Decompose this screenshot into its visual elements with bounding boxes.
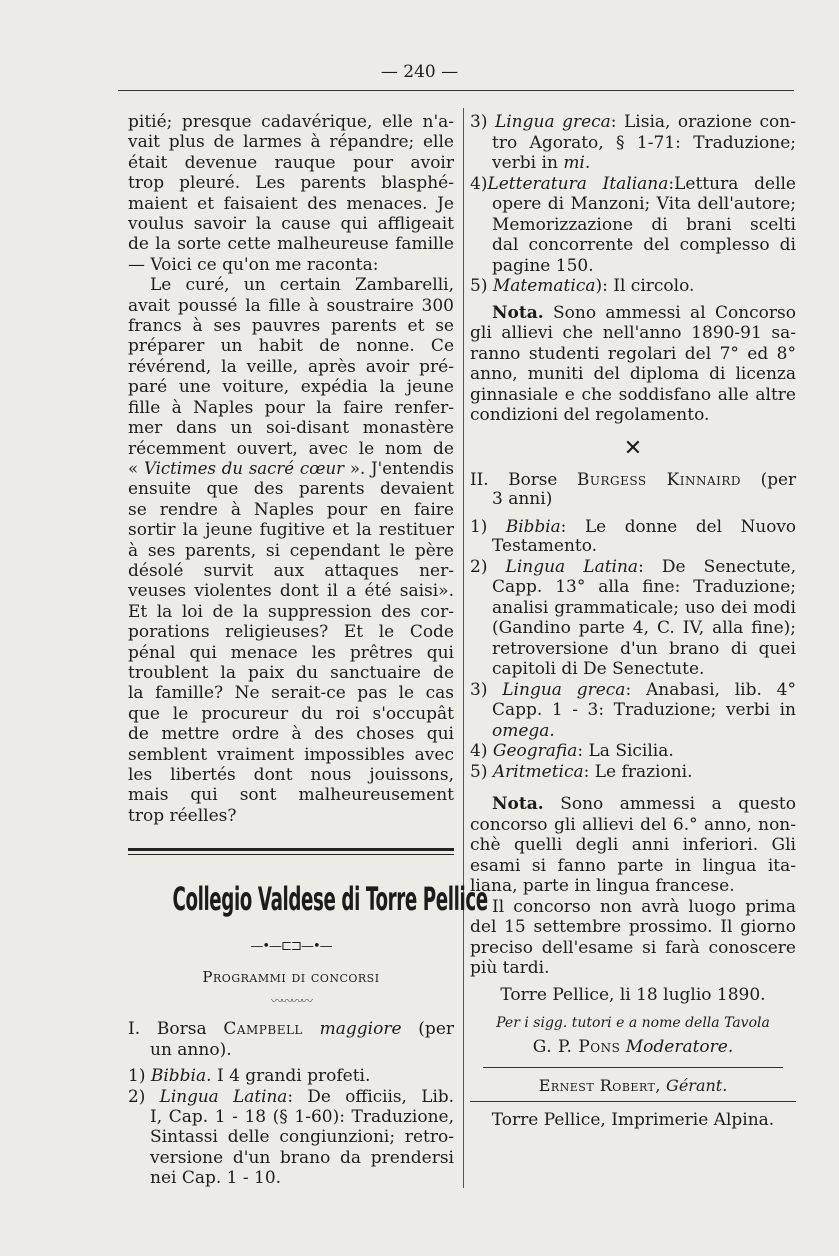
nota-2-text bbox=[470, 815, 796, 897]
text-line: retroversione d'un brano di quei bbox=[492, 638, 796, 659]
ornament-divider: —•—⊏⊐—•— bbox=[250, 939, 332, 955]
borsa-1-item-5: 5) Matematica): Il circolo. bbox=[470, 276, 695, 296]
text-line: à ses parents, si cependant le père bbox=[128, 540, 454, 561]
text-line: révérend, la veille, après avoir pré- bbox=[128, 356, 454, 377]
text-line: Et la loi de la suppression des cor- bbox=[128, 601, 454, 622]
text-line: Memorizzazione di brani scelti bbox=[492, 214, 796, 235]
text-line: la famille? Ne serait-ce pas le cas bbox=[128, 683, 454, 704]
closing-rule bbox=[483, 1067, 783, 1068]
page-number: — 240 — bbox=[380, 62, 459, 82]
signer: G. P. Pons Moderatore. bbox=[532, 1037, 734, 1057]
imprint-rule bbox=[470, 1101, 796, 1102]
cross-separator: ✕ bbox=[623, 435, 643, 461]
text-line: veuses violentes dont il a été saisi». bbox=[128, 581, 454, 602]
section-divider-thick bbox=[128, 848, 454, 851]
borsa-2-item-4: 4) Geografia: La Sicilia. bbox=[470, 741, 674, 761]
text-line: gli allievi che nell'anno 1890-91 sa- bbox=[470, 323, 796, 343]
text-line: Testamento. bbox=[492, 536, 598, 556]
text-line: paré une voiture, expédia la jeune bbox=[128, 377, 454, 398]
text-line: préparer un habit de nonne. Ce bbox=[128, 336, 454, 357]
borsa-2-item-1-text bbox=[470, 536, 796, 557]
text-line: avait poussé la fille à soustraire 300 bbox=[128, 295, 454, 316]
text-line: maient et faisaient des menaces. Je bbox=[128, 193, 454, 214]
text-line: opere di Manzoni; Vita dell'autore; bbox=[492, 194, 796, 214]
column-divider bbox=[463, 108, 464, 1188]
article-paragraph-2 bbox=[128, 275, 454, 459]
borsa-2-heading: II. Borse Burgess Kinnaird (per bbox=[470, 468, 796, 489]
borsa-2-item-2: 2) Lingua Latina: De Senectute, bbox=[470, 556, 796, 577]
borsa-1-item-4: 4)Letteratura Italiana:Lettura delle bbox=[470, 173, 796, 194]
text-line: più tardi. bbox=[470, 958, 550, 978]
text-line: (Gandino parte 4, C. IV, alla fine); bbox=[492, 618, 796, 638]
text-line: semblent vraiment impossibles avec bbox=[128, 744, 454, 765]
text-line: capitoli di De Senectute. bbox=[492, 659, 705, 679]
borsa-1-item-1: 1) Bibbia. I 4 grandi profeti. bbox=[128, 1066, 371, 1087]
text-line: trop réelles? bbox=[128, 805, 237, 826]
text-line: mer dans un soi-disant monastère bbox=[128, 418, 454, 439]
text-line: analisi grammaticale; uso dei modi bbox=[492, 597, 796, 618]
imprint-line: Torre Pellice, Imprimerie Alpina. bbox=[491, 1110, 775, 1130]
text-line: voulus savoir la cause qui affligeait bbox=[128, 214, 454, 235]
masthead-title: Collegio Valdese di Torre Pellice bbox=[172, 880, 488, 919]
section-divider-thin bbox=[128, 854, 454, 855]
section-subheading: Programmi di concorsi bbox=[202, 968, 380, 987]
borsa-1-heading-cont: un anno). bbox=[150, 1039, 232, 1060]
borsa-2-item-5: 5) Aritmetica: Le frazioni. bbox=[470, 761, 693, 782]
text-line: ginnasiale e che soddisfano alle altre bbox=[470, 384, 796, 405]
text-line: versione d'un brano da prendersi bbox=[150, 1147, 454, 1168]
text-line: pitié; presque cadavérique, elle n'a- bbox=[128, 112, 454, 132]
borsa-1-item-4-text bbox=[470, 194, 796, 276]
borsa-2-item-3-text bbox=[470, 700, 796, 721]
text-line: concorso gli allievi del 6.° anno, non- bbox=[470, 814, 796, 835]
borsa-1-item-2-text bbox=[128, 1107, 454, 1189]
text-line: de mettre ordre à des choses qui bbox=[128, 724, 454, 745]
borsa-1-item-3-last: verbi in mi. bbox=[492, 153, 591, 173]
signoff-line: Per i sigg. tutori e a nome della Tavola bbox=[496, 1015, 770, 1031]
text-line: troublent la paix du sanctuaire de bbox=[128, 662, 454, 683]
concorso-paragraph bbox=[470, 897, 796, 979]
article-paragraph-2-rest bbox=[128, 479, 454, 826]
gerant-line: Ernest Robert, Gérant. bbox=[538, 1076, 728, 1095]
borsa-1-heading: I. Borsa Campbell maggiore (per bbox=[128, 1019, 454, 1040]
text-line: Il concorso non avrà luogo prima bbox=[492, 896, 796, 917]
borsa-2-item-3-last: omega. bbox=[492, 720, 555, 741]
text-line: pénal qui menace les prêtres qui bbox=[128, 642, 454, 663]
text-line: — Voici ce qu'on me raconta: bbox=[128, 254, 379, 275]
borsa-2-item-3: 3) Lingua greca: Anabasi, lib. 4° bbox=[470, 679, 796, 700]
text-line: se rendre à Naples pour en faire bbox=[128, 499, 454, 520]
borsa-1-item-3-text bbox=[470, 133, 796, 154]
text-line: récemment ouvert, avec le nom de bbox=[128, 438, 454, 459]
text-line: Capp. 13° alla fine: Traduzione; bbox=[492, 577, 796, 597]
nota-2: Nota. Sono ammessi a questo bbox=[492, 794, 796, 814]
right-column bbox=[470, 112, 796, 1130]
wave-ornament: 〰〰〰〰 bbox=[270, 994, 311, 1009]
borsa-2-item-1: 1) Bibbia: Le donne del Nuovo bbox=[470, 515, 796, 536]
left-column bbox=[128, 112, 488, 1189]
text-line: ranno studenti regolari del 7° ed 8° bbox=[470, 343, 796, 364]
article-line-victimes: « Victimes du sacré cœur ». J'entendis bbox=[128, 458, 455, 478]
text-line: désolé survit aux attaques ner- bbox=[128, 560, 454, 581]
text-line: Le curé, un certain Zambarelli, bbox=[150, 275, 454, 296]
borsa-1-item-2: 2) Lingua Latina: De officiis, Lib. bbox=[128, 1086, 454, 1107]
text-line: vait plus de larmes à répandre; elle bbox=[128, 132, 454, 153]
text-line: Sintassi delle congiunzioni; retro- bbox=[150, 1127, 454, 1148]
article-paragraph-1 bbox=[128, 112, 454, 275]
text-line: Capp. 1 - 3: Traduzione; verbi in bbox=[492, 700, 796, 720]
text-line: que le procureur du roi s'occupât bbox=[128, 703, 454, 724]
text-line: francs à ses pauvres parents et se bbox=[128, 316, 454, 337]
text-line: del 15 settembre prossimo. Il giorno bbox=[470, 917, 796, 937]
text-line: liana, parte in lingua francese. bbox=[470, 876, 735, 896]
place-date: Torre Pellice, li 18 luglio 1890. bbox=[500, 984, 766, 1005]
text-line: tro Agorato, § 1-71: Traduzione; bbox=[492, 132, 796, 153]
text-line: preciso dell'esame si farà conoscere bbox=[470, 937, 796, 958]
text-line: pagine 150. bbox=[492, 255, 594, 276]
text-line: condizioni del regolamento. bbox=[470, 405, 710, 425]
borsa-2-heading-cont: 3 anni) bbox=[492, 489, 553, 509]
text-line: de la sorte cette malheureuse famille bbox=[128, 234, 454, 255]
text-line: nei Cap. 1 - 10. bbox=[150, 1168, 282, 1189]
text-line: anno, muniti del diploma di licenza bbox=[470, 364, 796, 384]
text-line: chè quelli degli anni inferiori. Gli bbox=[470, 835, 796, 855]
header-rule bbox=[118, 90, 794, 91]
text-line: porations religieuses? Et le Code bbox=[128, 622, 454, 643]
text-line: ensuite que des parents devaient bbox=[128, 479, 454, 500]
text-line: dal concorrente del complesso di bbox=[492, 235, 796, 255]
text-line: sortir la jeune fugitive et la restituer bbox=[128, 520, 454, 541]
text-line: I, Cap. 1 - 18 (§ 1-60): Traduzione, bbox=[150, 1106, 454, 1127]
nota-1: Nota. Sono ammessi al Concorso bbox=[492, 302, 796, 323]
text-line: fille à Naples pour la faire renfer- bbox=[128, 397, 454, 418]
text-line: esami si fanno parte in lingua ita- bbox=[470, 855, 796, 876]
borsa-1-item-3: 3) Lingua greca: Lisia, orazione con- bbox=[470, 112, 796, 132]
text-line: mais qui sont malheureusement bbox=[128, 785, 454, 806]
text-line: les libertés dont nous jouissons, bbox=[128, 765, 454, 785]
nota-1-text bbox=[470, 323, 796, 426]
text-line: trop pleuré. Les parents blasphé- bbox=[128, 173, 454, 194]
borsa-2-item-2-text bbox=[470, 577, 796, 680]
text-line: était devenue rauque pour avoir bbox=[128, 152, 454, 173]
